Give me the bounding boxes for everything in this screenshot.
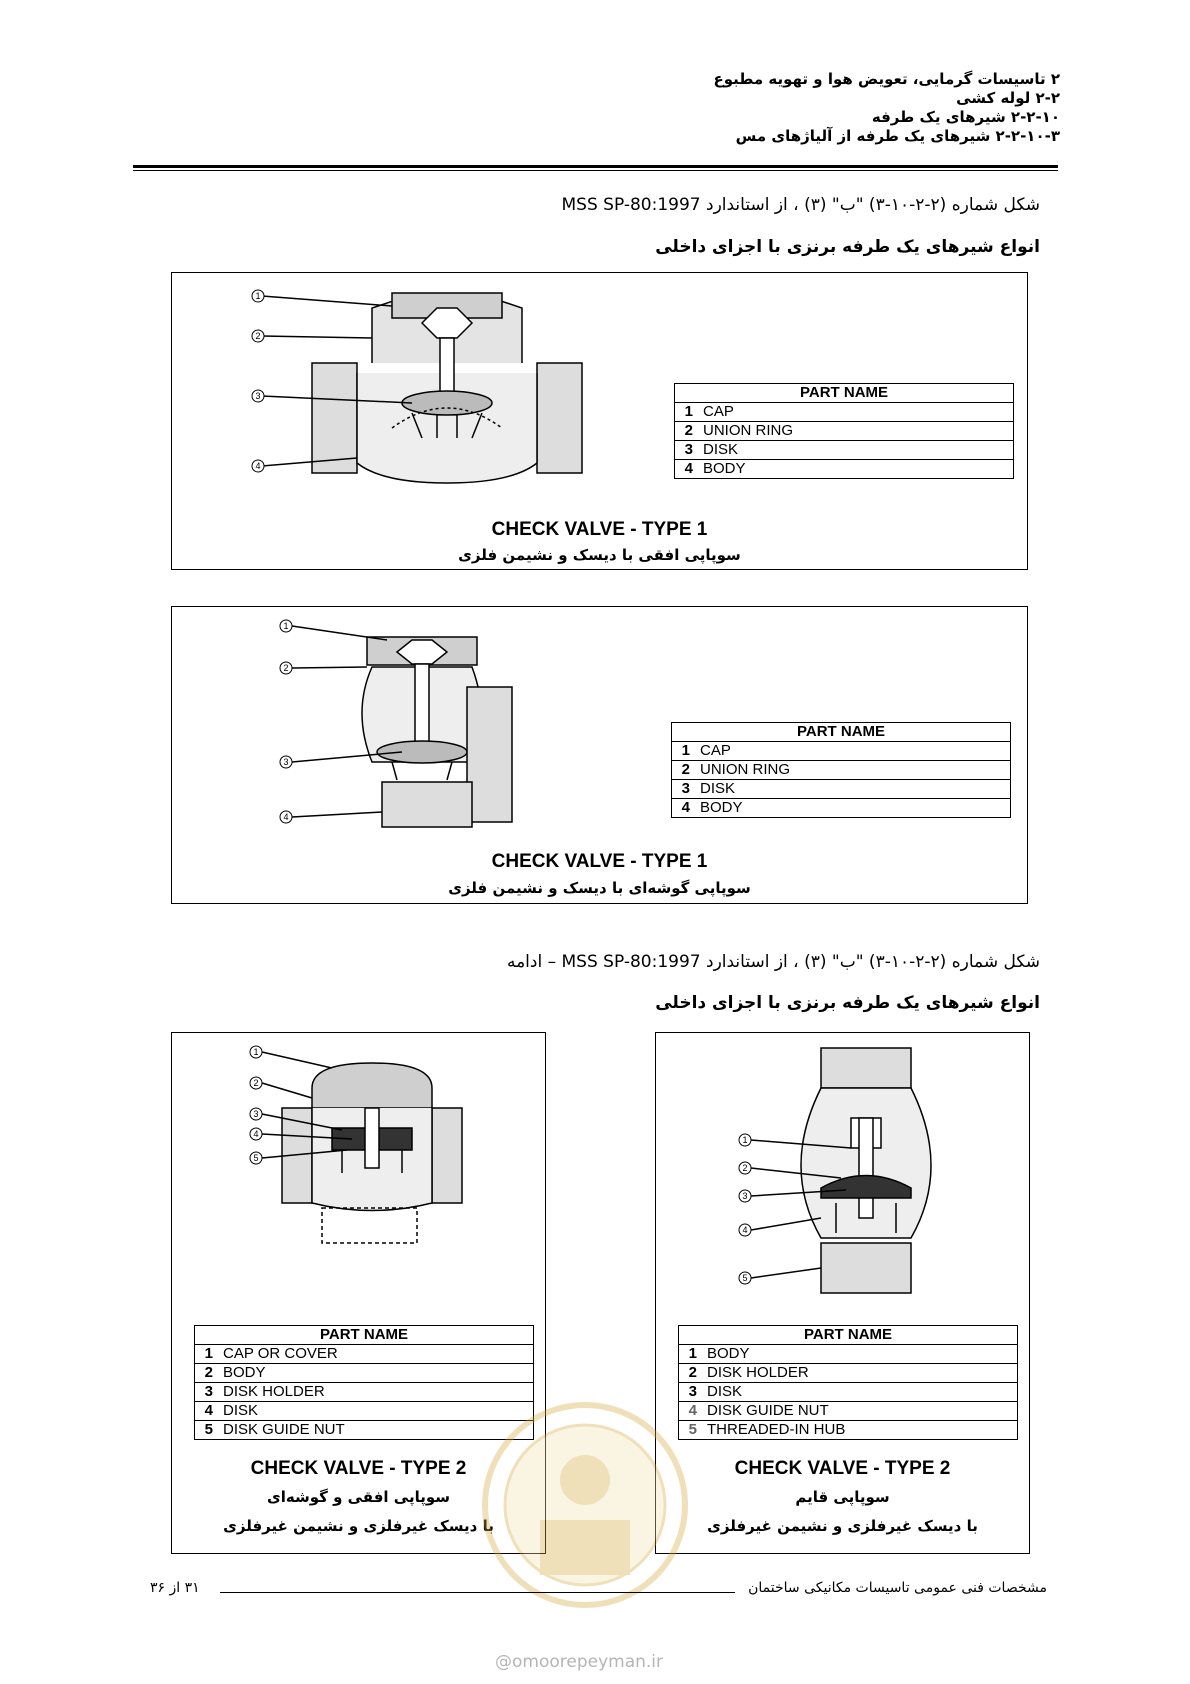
parts-table [671, 722, 1011, 818]
figure-description: سوپاپی قایم [795, 1488, 890, 1506]
svg-text:3: 3 [255, 391, 261, 401]
svg-text:5: 5 [742, 1273, 748, 1283]
table-row [195, 1383, 534, 1402]
part-number: 4 [195, 1402, 218, 1421]
figure-description: سوپاپی افقی و گوشه‌ای [266, 1488, 451, 1506]
table-row [195, 1345, 534, 1364]
watermark-logo [480, 1400, 690, 1610]
parts-table-header: PART NAME [675, 384, 1014, 403]
svg-text:4: 4 [255, 461, 261, 471]
part-number: 2 [195, 1364, 218, 1383]
table-row [195, 1364, 534, 1383]
figure-box-1 [171, 272, 1028, 570]
part-name: DISK HOLDER [701, 1364, 1018, 1383]
parts-table-header: PART NAME [672, 723, 1011, 742]
header-rule-thin [133, 170, 1058, 171]
parts-table-header: PART NAME [679, 1326, 1018, 1345]
part-name: DISK [697, 441, 1014, 460]
figure-caption-2: شکل شماره (۲-۲-۱۰-۳) "ب" (۳) ، از استاندارد MSS SP-80:1997 – ادامه [506, 952, 1040, 972]
svg-text:3: 3 [283, 757, 289, 767]
part-number: 3 [195, 1383, 218, 1402]
table-row [679, 1364, 1018, 1383]
part-number: 4 [675, 460, 698, 479]
part-name: BODY [217, 1364, 534, 1383]
svg-text:3: 3 [742, 1191, 748, 1201]
svg-text:4: 4 [742, 1225, 748, 1235]
table-row [672, 799, 1011, 818]
header-line-4: ۲-۲-۱۰-۳ شیرهای یک طرفه از آلیاژهای مس [735, 127, 1060, 145]
svg-text:4: 4 [253, 1129, 259, 1139]
part-name: BODY [697, 460, 1014, 479]
figure-description: سوپاپی گوشه‌ای با دیسک و نشیمن فلزی [448, 879, 751, 897]
part-number: 1 [672, 742, 695, 761]
table-row [675, 403, 1014, 422]
part-name: BODY [694, 799, 1011, 818]
part-number: 2 [672, 761, 695, 780]
figure-box-2 [171, 606, 1028, 904]
parts-table-header: PART NAME [195, 1326, 534, 1345]
table-row [675, 422, 1014, 441]
horizontal-angle-check-valve-drawing [253, 1038, 502, 1258]
table-row [675, 441, 1014, 460]
part-number: 3 [672, 780, 695, 799]
svg-text:2: 2 [742, 1163, 748, 1173]
part-number: 4 [679, 1402, 702, 1421]
vertical-check-valve-drawing [742, 1038, 991, 1308]
part-number: 4 [672, 799, 695, 818]
part-name: UNION RING [694, 761, 1011, 780]
header-line-1: ۲ تاسیسات گرمایی، تعویض هوا و تهویه مطبوع [713, 70, 1060, 88]
part-name: UNION RING [697, 422, 1014, 441]
part-name: DISK GUIDE NUT [217, 1421, 534, 1440]
header-line-2: ۲-۲ لوله کشی [956, 89, 1060, 107]
part-name: DISK [701, 1383, 1018, 1402]
table-row [679, 1345, 1018, 1364]
part-name: CAP OR COVER [217, 1345, 534, 1364]
part-name: BODY [701, 1345, 1018, 1364]
svg-text:2: 2 [255, 331, 261, 341]
part-number: 2 [679, 1364, 702, 1383]
table-row [672, 780, 1011, 799]
watermark-url-text: omoorepeyman.ir [512, 1652, 664, 1672]
part-number: 1 [195, 1345, 218, 1364]
part-number: 5 [679, 1421, 702, 1440]
figure-subtitle-1: انواع شیرهای یک طرفه برنزی با اجزای داخلی [655, 237, 1040, 257]
part-number: 3 [675, 441, 698, 460]
page-number: ۳۱ از ۳۶ [150, 1580, 200, 1596]
part-name: DISK [694, 780, 1011, 799]
table-row [679, 1421, 1018, 1440]
table-row [675, 460, 1014, 479]
part-name: THREADED-IN HUB [701, 1421, 1018, 1440]
header-rule [133, 165, 1058, 168]
footer-title: مشخصات فنی عمومی تاسیسات مکانیکی ساختمان [748, 1580, 1047, 1596]
footer-rule [220, 1592, 735, 1593]
svg-text:4: 4 [283, 812, 289, 822]
header-line-3: ۲-۲-۱۰ شیرهای یک طرفه [871, 108, 1060, 126]
watermark-url [495, 1652, 663, 1672]
angle-check-valve-drawing [283, 612, 652, 832]
table-row [672, 761, 1011, 780]
figure-description-2: با دیسک غیرفلزی و نشیمن غیرفلزی [223, 1517, 494, 1535]
figure-description-2: با دیسک غیرفلزی و نشیمن غیرفلزی [707, 1517, 978, 1535]
figure-title: CHECK VALVE - TYPE 1 [491, 851, 708, 872]
figure-caption-1: شکل شماره (۲-۲-۱۰-۳) "ب" (۳) ، از استاندارد MSS SP-80:1997 [561, 195, 1040, 215]
part-name: DISK [217, 1402, 534, 1421]
part-number: 3 [679, 1383, 702, 1402]
parts-table [678, 1325, 1018, 1440]
svg-text:2: 2 [253, 1078, 259, 1088]
figure-description: سوپاپی افقی با دیسک و نشیمن فلزی [458, 546, 741, 564]
svg-text:5: 5 [253, 1153, 259, 1163]
parts-table [674, 383, 1014, 479]
part-number: 2 [675, 422, 698, 441]
at-icon: @ [495, 1652, 512, 1672]
svg-text:3: 3 [253, 1109, 259, 1119]
svg-text:1: 1 [742, 1135, 748, 1145]
part-number: 1 [679, 1345, 702, 1364]
figure-box-4 [655, 1032, 1030, 1554]
horizontal-check-valve-drawing [255, 278, 642, 498]
svg-text:1: 1 [253, 1047, 259, 1057]
svg-text:2: 2 [283, 663, 289, 673]
table-row [679, 1402, 1018, 1421]
part-number: 1 [675, 403, 698, 422]
part-name: CAP [694, 742, 1011, 761]
figure-title: CHECK VALVE - TYPE 1 [491, 519, 708, 540]
figure-title: CHECK VALVE - TYPE 2 [250, 1458, 467, 1479]
part-name: DISK GUIDE NUT [701, 1402, 1018, 1421]
svg-text:1: 1 [255, 291, 261, 301]
figure-title: CHECK VALVE - TYPE 2 [734, 1458, 951, 1479]
part-name: CAP [697, 403, 1014, 422]
part-number: 5 [195, 1421, 218, 1440]
figure-subtitle-2: انواع شیرهای یک طرفه برنزی با اجزای داخلی [655, 993, 1040, 1013]
table-row [672, 742, 1011, 761]
table-row [679, 1383, 1018, 1402]
svg-text:1: 1 [283, 621, 289, 631]
part-name: DISK HOLDER [217, 1383, 534, 1402]
